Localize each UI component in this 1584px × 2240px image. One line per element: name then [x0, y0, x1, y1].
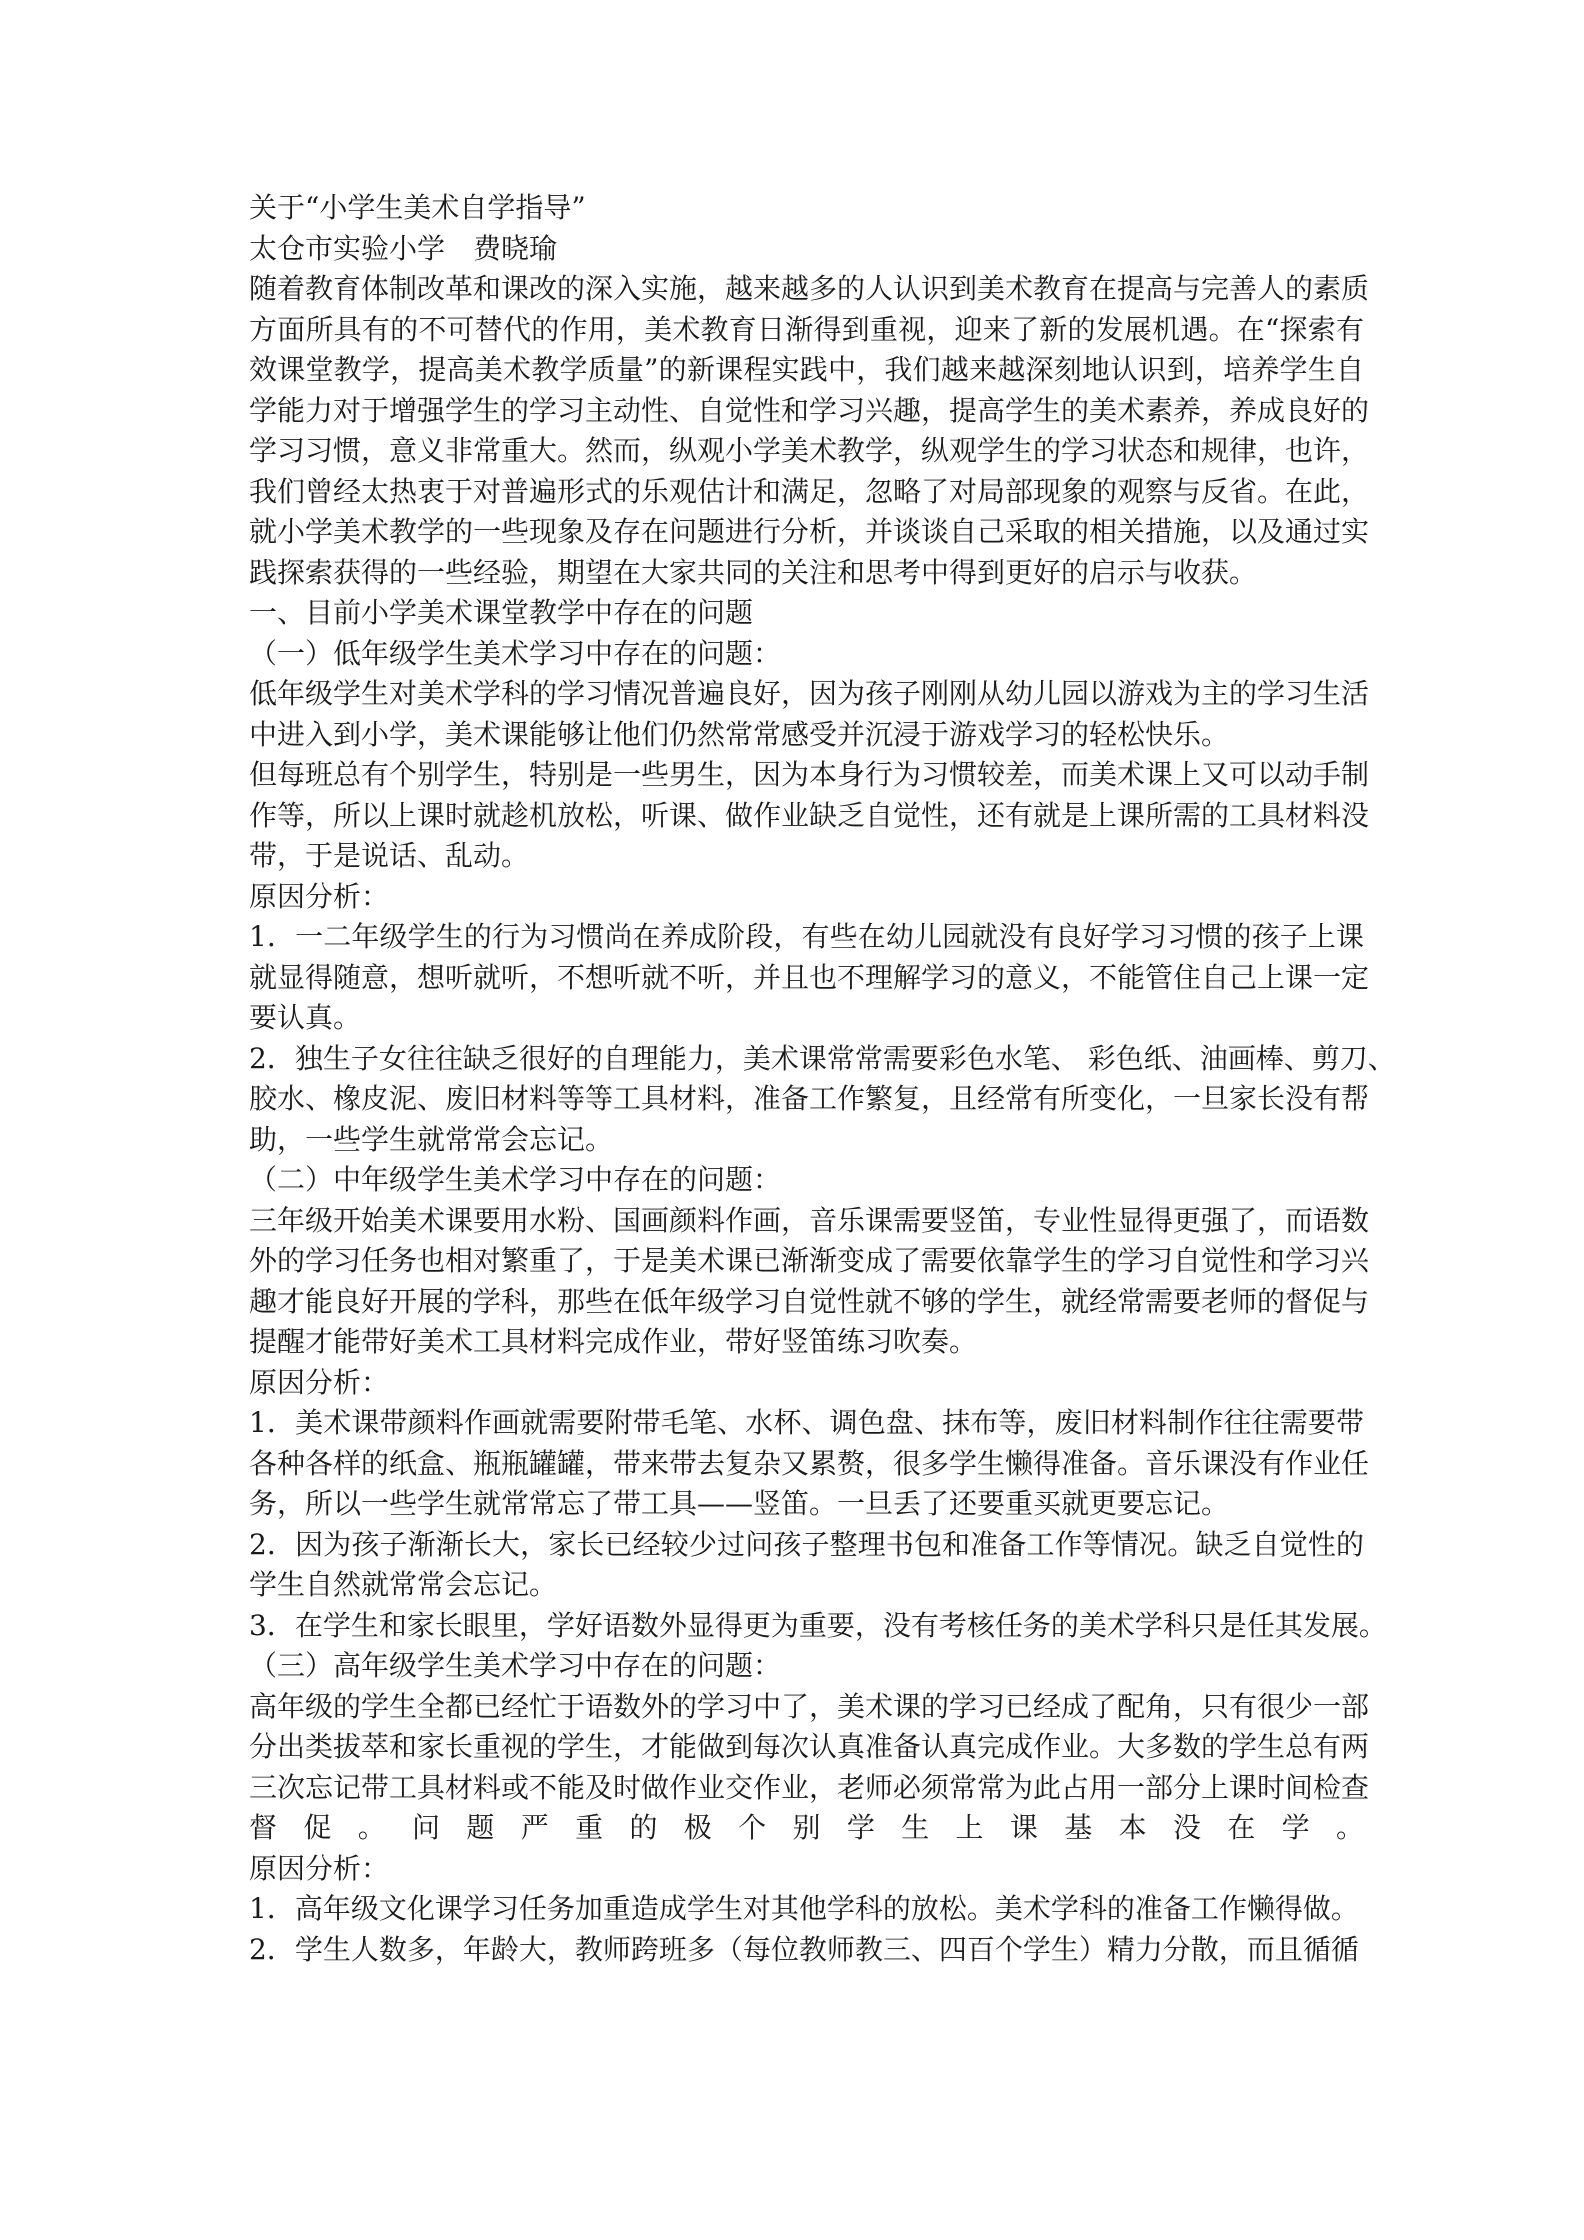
text-line: （三）高年级学生美术学习中存在的问题： [249, 1649, 782, 1682]
text-line: 提醒才能带好美术工具材料完成作业，带好竖笛练习吹奏。 [249, 1325, 978, 1358]
text-line: 分出类拔萃和家长重视的学生，才能做到每次认真准备认真完成作业。大多数的学生总有两 [249, 1730, 1370, 1763]
text-line: 2．独生子女往往缺乏很好的自理能力，美术课常常需要彩色水笔、 彩色纸、油画棒、剪刀、 [249, 1041, 1396, 1075]
document-body [249, 188, 1396, 1970]
text-line: 3．在学生和家长眼里，学好语数外显得更为重要，没有考核任务的美术学科只是任其发展。 [249, 1608, 1387, 1642]
text-line: 作等，所以上课时就趁机放松，听课、做作业缺乏自觉性，还有就是上课所需的工具材料没 [249, 798, 1370, 832]
text-line: 一、目前小学美术课堂教学中存在的问题 [249, 596, 754, 629]
text-line: （二）中年级学生美术学习中存在的问题： [249, 1163, 782, 1196]
text-line: 原因分析： [249, 1851, 390, 1885]
text-line: 践探索获得的一些经验，期望在大家共同的关注和思考中得到更好的启示与收获。 [249, 555, 1258, 589]
text-line: 三年级开始美术课要用水粉、国画颜料作画，音乐课需要竖笛，专业性显得更强了，而语数 [249, 1203, 1370, 1237]
text-line: 学习习惯，意义非常重大。然而，纵观小学美术教学，纵观学生的学习状态和规律，也许， [249, 434, 1370, 467]
text-line: 学能力对于增强学生的学习主动性、自觉性和学习兴趣，提高学生的美术素养，养成良好的 [249, 393, 1370, 427]
text-line: 效课堂教学，提高美术教学质量”的新课程实践中，我们越来越深刻地认识到，培养学生自 [249, 353, 1364, 386]
text-line: 就显得随意，想听就听，不想听就不听，并且也不理解学习的意义，不能管住自己上课一定 [249, 960, 1370, 994]
text-line: 我们曾经太热衷于对普遍形式的乐观估计和满足，忽略了对局部现象的观察与反省。在此， [249, 474, 1370, 508]
text-line: 外的学习任务也相对繁重了，于是美术课已渐渐变成了需要依靠学生的学习自觉性和学习兴 [249, 1244, 1370, 1277]
author-line: 太仓市实验小学 费晓瑜 [249, 231, 558, 265]
text-line: 三次忘记带工具材料或不能及时做作业交作业，老师必须常常为此占用一部分上课时间检查 [249, 1770, 1370, 1804]
text-line: 高年级的学生全都已经忙于语数外的学习中了，美术课的学习已经成了配角，只有很少一部 [249, 1689, 1370, 1723]
text-line: 原因分析： [249, 1365, 390, 1399]
text-line: 就小学美术教学的一些现象及存在问题进行分析，并谈谈自己采取的相关措施，以及通过实 [249, 515, 1370, 548]
text-line: 低年级学生对美术学科的学习情况普遍良好，因为孩子刚刚从幼儿园以游戏为主的学习生活 [249, 677, 1370, 710]
text-line: （一）低年级学生美术学习中存在的问题： [249, 636, 782, 670]
text-line: 胶水、橡皮泥、废旧材料等等工具材料，准备工作繁复，且经常有所变化，一旦家长没有帮 [249, 1082, 1370, 1115]
text-line: 2．学生人数多，年龄大，教师跨班多（每位教师教三、四百个学生）精力分散，而且循循 [249, 1932, 1359, 1966]
text-line: 助，一些学生就常常会忘记。 [249, 1122, 614, 1156]
text-line: 带，于是说话、乱动。 [249, 839, 530, 872]
text-line: 原因分析： [249, 879, 390, 913]
text-line: 2．因为孩子渐渐长大，家长已经较少过问孩子整理书包和准备工作等情况。缺乏自觉性的 [249, 1527, 1364, 1561]
text-line: 趣才能良好开展的学科，那些在低年级学习自觉性就不够的学生，就经常需要老师的督促与 [249, 1284, 1370, 1318]
text-line: 督促。问题严重的极个别学生上课基本没在学。 [249, 1811, 1364, 1844]
text-line: 但每班总有个别学生，特别是一些男生，因为本身行为习惯较差，而美术课上又可以动手制 [249, 758, 1370, 791]
text-line: 务，所以一些学生就常常忘了带工具——竖笛。一旦丢了还要重买就更要忘记。 [249, 1487, 1230, 1520]
body-text [249, 269, 1396, 1970]
text-line: 1．美术课带颜料作画就需要附带毛笔、水杯、调色盘、抹布等，废旧材料制作往往需要带 [249, 1406, 1364, 1439]
text-line: 学生自然就常常会忘记。 [249, 1568, 558, 1601]
text-line: 要认真。 [249, 1001, 362, 1034]
text-line: 1．高年级文化课学习任务加重造成学生对其他学科的放松。美术学科的准备工作懒得做。 [249, 1892, 1359, 1925]
text-line: 各种各样的纸盒、瓶瓶罐罐，带来带去复杂又累赘，很多学生懒得准备。音乐课没有作业任 [249, 1446, 1370, 1480]
text-line: 中进入到小学，美术课能够让他们仍然常常感受并沉浸于游戏学习的轻松快乐。 [249, 717, 1230, 751]
text-line: 方面所具有的不可替代的作用，美术教育日渐得到重视，迎来了新的发展机遇。在“探索有 [249, 312, 1364, 346]
document-title: 关于“小学生美术自学指导” [249, 191, 586, 224]
text-line: 随着教育体制改革和课改的深入实施，越来越多的人认识到美术教育在提高与完善人的素质 [249, 272, 1370, 305]
text-line: 1．一二年级学生的行为习惯尚在养成阶段，有些在幼儿园就没有良好学习习惯的孩子上课 [249, 920, 1364, 953]
